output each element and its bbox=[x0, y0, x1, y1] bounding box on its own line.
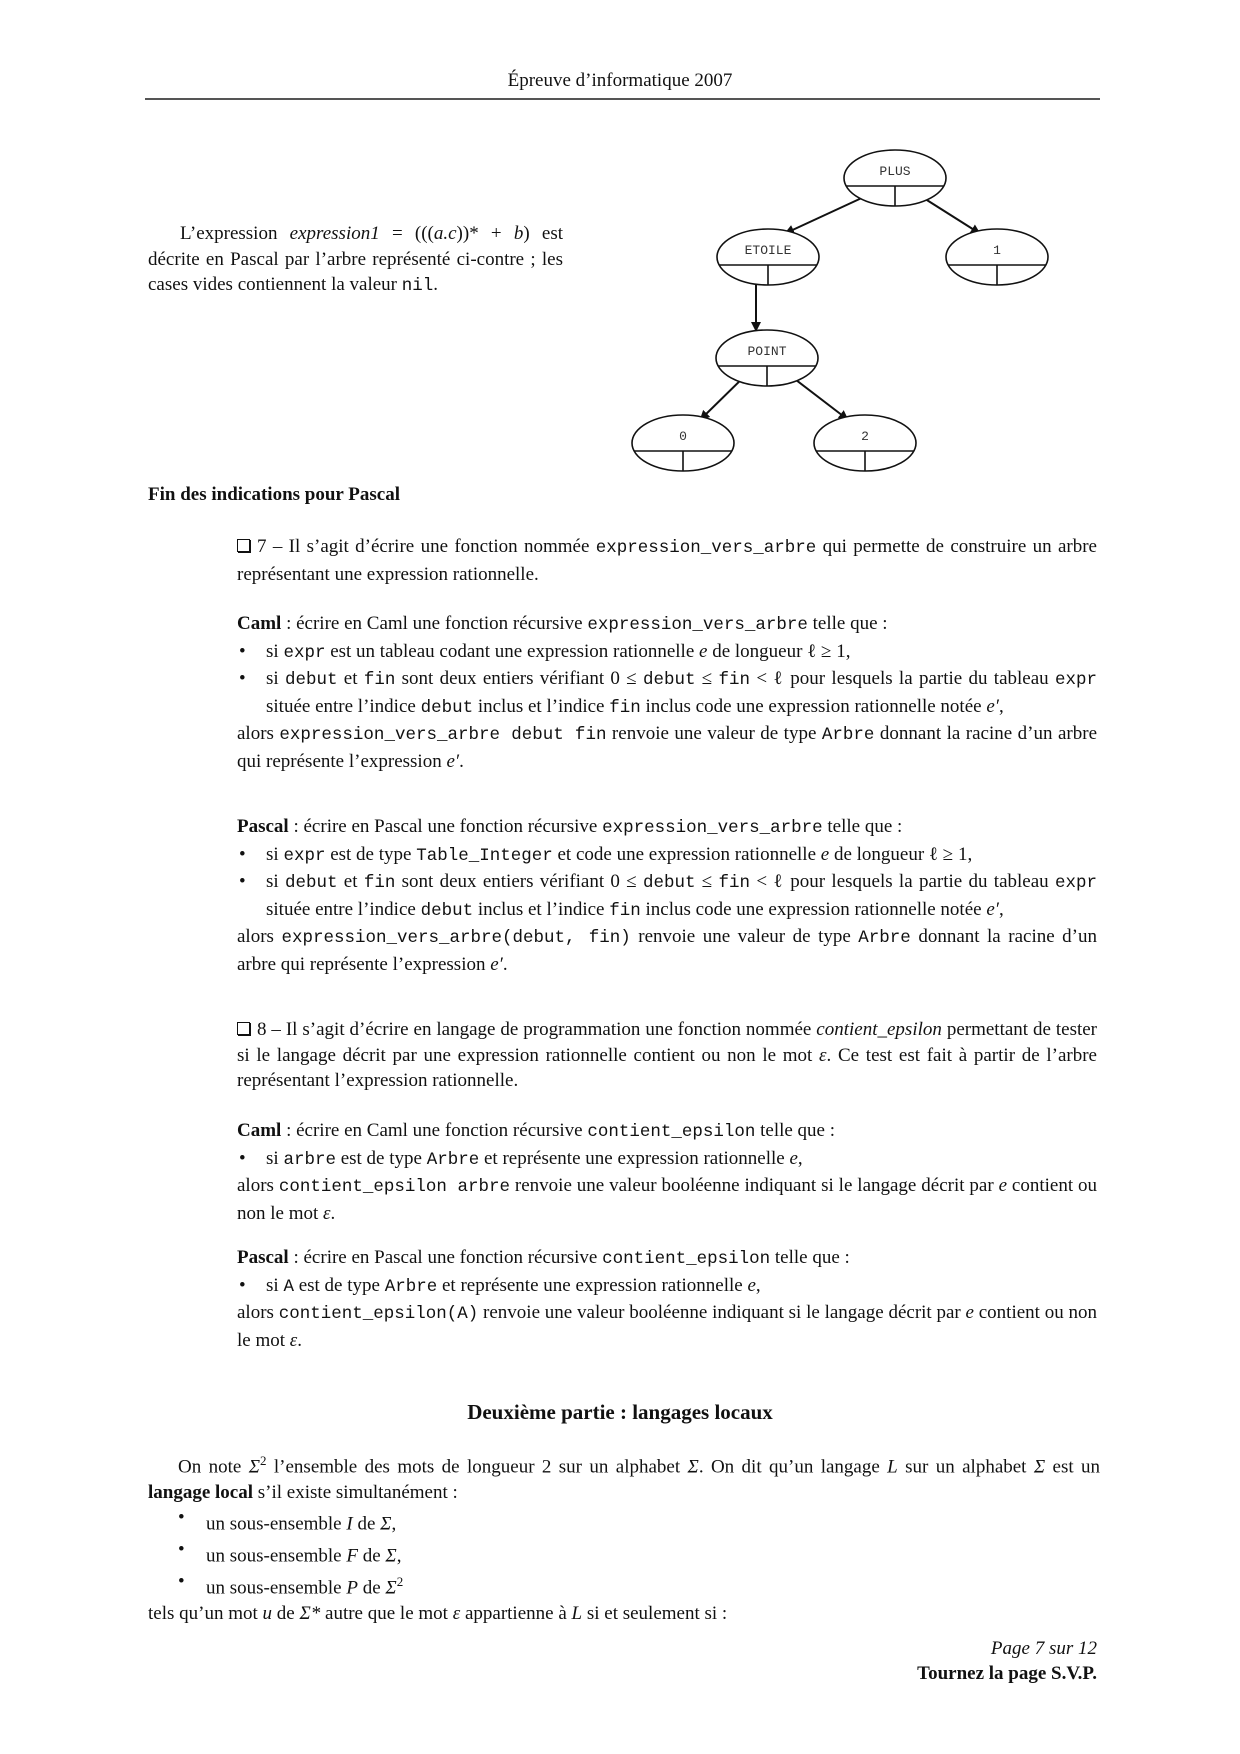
text: ))* + bbox=[456, 223, 514, 244]
text: contient ou non le mot bbox=[237, 1175, 1097, 1224]
code-fn: expression_vers_arbre bbox=[587, 615, 808, 635]
code-fn: expression_vers_arbre bbox=[602, 818, 823, 838]
code: debut bbox=[420, 900, 474, 921]
text: . bbox=[502, 953, 508, 975]
text: de longueur ℓ ≥ 1, bbox=[829, 843, 973, 865]
text: tels qu’un mot bbox=[148, 1602, 263, 1624]
bullet-icon: • bbox=[178, 1507, 185, 1529]
bullet-icon: • bbox=[239, 1147, 246, 1169]
end-of-pascal-notes: Fin des indications pour Pascal bbox=[148, 484, 400, 505]
text: alors bbox=[237, 926, 282, 947]
tree-node-point bbox=[716, 330, 818, 386]
fn-name: contient_epsilon bbox=[816, 1019, 942, 1040]
code-fn: expression_vers_arbre bbox=[595, 538, 817, 558]
checkbox-icon bbox=[237, 539, 250, 552]
expression-name: expression1 bbox=[289, 223, 380, 244]
text: ) est décrite en Pascal par l’arbre représenté ci-contre ; les cases vides contiennent la valeur bbox=[148, 223, 563, 295]
text: telle que : bbox=[822, 816, 903, 837]
text: = ((( bbox=[379, 223, 434, 244]
code: debut bbox=[420, 697, 474, 718]
bullet-icon: • bbox=[239, 843, 246, 865]
code: A bbox=[283, 1276, 294, 1297]
var: e bbox=[789, 1147, 798, 1169]
bullet-icon: • bbox=[239, 668, 246, 689]
text: est de type bbox=[293, 1274, 385, 1296]
code: expr bbox=[1054, 873, 1097, 893]
code: fin bbox=[609, 697, 641, 718]
tree-node-one bbox=[946, 229, 1048, 285]
code-fn: contient_epsilon bbox=[587, 1122, 756, 1142]
turn-page-note: Tournez la page S.V.P. bbox=[917, 1663, 1097, 1684]
text: si bbox=[266, 668, 285, 689]
text: , bbox=[797, 1147, 803, 1169]
text: , bbox=[755, 1274, 761, 1296]
list-item bbox=[148, 1505, 1100, 1537]
q7-caml-section bbox=[237, 611, 1097, 774]
text: de longueur ℓ ≥ 1, bbox=[707, 640, 851, 662]
text: inclus code une expression rationnelle notée bbox=[640, 695, 987, 717]
code: expression_vers_arbre(debut, fin) bbox=[281, 928, 631, 948]
q8-text: 8 – Il s’agit d’écrire en langage de programmation une fonction nommée bbox=[257, 1019, 817, 1040]
text: . bbox=[459, 750, 464, 772]
text: est un bbox=[1045, 1456, 1101, 1478]
q7-text: 7 – Il s’agit d’écrire une fonction nommée bbox=[257, 536, 596, 557]
text: : écrire en Pascal une fonction récursive bbox=[288, 1247, 603, 1268]
list-item bbox=[237, 842, 1097, 870]
code: Arbre bbox=[384, 1276, 438, 1297]
text: < ℓ pour lesquels la partie du tableau bbox=[750, 668, 1055, 689]
lang-label: Caml bbox=[237, 1120, 282, 1141]
bullet-icon: • bbox=[239, 640, 246, 662]
node-label: PLUS bbox=[879, 164, 911, 179]
text: située entre l’indice bbox=[266, 898, 421, 920]
alors-clause bbox=[237, 1173, 1097, 1226]
sigma-star: Σ* bbox=[299, 1602, 321, 1624]
expr-var: b bbox=[513, 223, 524, 244]
expression-tree-diagram bbox=[600, 140, 1120, 490]
list-item bbox=[237, 869, 1097, 924]
sigma: Σ bbox=[380, 1513, 392, 1535]
code: contient_epsilon arbre bbox=[278, 1177, 511, 1197]
text: et représente une expression rationnelle bbox=[479, 1147, 790, 1169]
sigma: Σ bbox=[248, 1456, 260, 1478]
text: sur un alphabet bbox=[897, 1456, 1034, 1478]
var: e′ bbox=[490, 953, 503, 975]
var: e bbox=[998, 1175, 1007, 1196]
var: e bbox=[699, 640, 708, 662]
text: alors bbox=[237, 723, 280, 744]
text: inclus et l’indice bbox=[473, 695, 610, 717]
bullet-icon: • bbox=[178, 1539, 185, 1561]
text: inclus et l’indice bbox=[473, 898, 610, 920]
text: autre que le mot bbox=[320, 1602, 453, 1624]
node-label: ETOILE bbox=[744, 243, 792, 258]
q8-pascal-section bbox=[237, 1245, 1097, 1353]
var: P bbox=[346, 1577, 358, 1599]
text: donnant la racine d’un arbre qui représente l’expression bbox=[237, 723, 1097, 772]
code: fin bbox=[718, 873, 751, 893]
page-header-title: Épreuve d’informatique 2007 bbox=[507, 70, 733, 91]
text: un sous-ensemble bbox=[206, 1513, 347, 1535]
tree-node-zero bbox=[632, 415, 734, 471]
code: Arbre bbox=[426, 1149, 480, 1170]
q8-text: . Ce test est fait à partir de l’arbre représentant l’expression rationnelle. bbox=[237, 1044, 1097, 1091]
tree-node-plus bbox=[844, 150, 946, 206]
code: Table_Integer bbox=[416, 845, 553, 866]
part2-body bbox=[148, 1448, 1100, 1626]
text: si bbox=[266, 640, 284, 662]
lang-label: Pascal bbox=[237, 1247, 289, 1268]
bullet-icon: • bbox=[239, 1274, 246, 1296]
text: . bbox=[433, 274, 439, 295]
text: contient ou non le mot bbox=[237, 1302, 1098, 1351]
text: de bbox=[272, 1602, 300, 1624]
text: ≤ bbox=[695, 668, 719, 689]
var: e bbox=[965, 1302, 974, 1323]
var: e′ bbox=[446, 750, 460, 772]
text: est un tableau codant une expression rationnelle bbox=[325, 640, 699, 662]
text: L’expression bbox=[180, 223, 290, 244]
epsilon: ε bbox=[289, 1329, 298, 1351]
text: de bbox=[357, 1545, 386, 1567]
text: telle que : bbox=[755, 1120, 836, 1141]
text: si bbox=[266, 843, 284, 865]
text: : écrire en Caml une fonction récursive bbox=[281, 1120, 588, 1141]
code: fin bbox=[363, 873, 396, 893]
text: sont deux entiers vérifiant 0 ≤ bbox=[395, 668, 643, 689]
text: renvoie une valeur de type bbox=[606, 723, 822, 744]
text: si et seulement si : bbox=[582, 1602, 728, 1624]
page-number: Page 7 sur 12 bbox=[990, 1638, 1097, 1659]
var: u bbox=[262, 1602, 273, 1624]
text: appartienne à bbox=[460, 1602, 572, 1624]
code: debut bbox=[284, 873, 338, 893]
text: , bbox=[396, 1545, 402, 1567]
sigma: Σ bbox=[385, 1545, 397, 1567]
text: . bbox=[330, 1202, 336, 1224]
text: . bbox=[297, 1329, 303, 1351]
var: e bbox=[820, 843, 830, 865]
q8-text: permettant de tester si le langage décrit par une expression rationnelle contient ou non le mot bbox=[237, 1019, 1097, 1066]
sigma: Σ bbox=[1033, 1456, 1046, 1478]
text: et bbox=[337, 871, 364, 892]
code: arbre bbox=[283, 1149, 336, 1170]
bullet-icon: • bbox=[178, 1570, 185, 1592]
text: , bbox=[391, 1513, 397, 1535]
text: si bbox=[266, 1274, 284, 1296]
node-label: 1 bbox=[993, 243, 1001, 258]
code: Arbre bbox=[858, 928, 911, 948]
var: L bbox=[571, 1602, 583, 1624]
text: et représente une expression rationnelle bbox=[437, 1274, 748, 1296]
text: sont deux entiers vérifiant 0 ≤ bbox=[395, 871, 643, 892]
section-heading: Deuxième partie : langages locaux bbox=[467, 1400, 773, 1424]
code: fin bbox=[609, 900, 641, 921]
expr-var: a.c bbox=[433, 223, 457, 244]
var: e′ bbox=[986, 695, 999, 717]
text: renvoie une valeur booléenne indiquant si le langage décrit par bbox=[478, 1302, 966, 1323]
epsilon: ε bbox=[819, 1044, 827, 1066]
code: expr bbox=[283, 642, 326, 663]
text: inclus code une expression rationnelle notée bbox=[640, 898, 987, 920]
text: située entre l’indice bbox=[266, 695, 421, 717]
text: , bbox=[998, 695, 1004, 717]
tree-node-two bbox=[814, 415, 916, 471]
text: , bbox=[998, 898, 1004, 920]
text: alors bbox=[237, 1302, 279, 1323]
text: alors bbox=[237, 1175, 279, 1196]
code: expr bbox=[1054, 670, 1097, 690]
code: contient_epsilon(A) bbox=[278, 1304, 479, 1324]
superscript: 2 bbox=[396, 1573, 404, 1589]
node-label: 2 bbox=[861, 429, 869, 444]
text: l’ensemble des mots de longueur 2 sur un alphabet bbox=[266, 1456, 688, 1478]
text: ≤ bbox=[695, 871, 719, 892]
header-divider bbox=[145, 98, 1100, 100]
alors-clause bbox=[237, 1300, 1097, 1353]
list-item bbox=[237, 666, 1097, 721]
list-item bbox=[237, 1146, 1097, 1174]
q7-pascal-section bbox=[237, 814, 1097, 977]
code: debut bbox=[642, 670, 696, 690]
term-local-language: langage local bbox=[148, 1481, 254, 1503]
text: telle que : bbox=[770, 1247, 850, 1268]
code-fn: contient_epsilon bbox=[602, 1249, 771, 1269]
code: expr bbox=[283, 845, 326, 866]
list-item bbox=[148, 1537, 1100, 1569]
text: un sous-ensemble bbox=[206, 1577, 347, 1599]
text: de bbox=[352, 1513, 381, 1535]
text: On note bbox=[178, 1456, 249, 1478]
text: . On dit qu’un langage bbox=[698, 1456, 888, 1478]
node-label: 0 bbox=[679, 429, 687, 444]
epsilon: ε bbox=[323, 1202, 331, 1224]
var: e bbox=[747, 1274, 756, 1296]
text: si bbox=[266, 871, 285, 892]
var: L bbox=[887, 1456, 898, 1478]
subset-list bbox=[148, 1505, 1100, 1600]
text: est de type bbox=[325, 843, 417, 865]
text: de bbox=[357, 1577, 386, 1599]
list-item bbox=[148, 1569, 1100, 1601]
var: I bbox=[346, 1513, 353, 1535]
lang-label: Caml bbox=[237, 613, 282, 634]
code: fin bbox=[363, 670, 396, 690]
text: renvoie une valeur booléenne indiquant si le langage décrit par bbox=[510, 1175, 999, 1196]
question-7 bbox=[237, 534, 1097, 587]
text: < ℓ pour lesquels la partie du tableau bbox=[750, 871, 1055, 892]
text: telle que : bbox=[807, 613, 888, 634]
epsilon: ε bbox=[452, 1602, 461, 1624]
superscript: 2 bbox=[260, 1453, 267, 1468]
alors-clause bbox=[237, 924, 1097, 977]
var: F bbox=[346, 1545, 358, 1567]
alors-clause bbox=[237, 721, 1097, 774]
text: est de type bbox=[335, 1147, 427, 1169]
question-8 bbox=[237, 1017, 1097, 1094]
list-item bbox=[237, 639, 1097, 667]
text: et code une expression rationnelle bbox=[552, 843, 821, 865]
list-item bbox=[237, 1273, 1097, 1301]
text: renvoie une valeur de type bbox=[630, 926, 859, 947]
code-nil: nil bbox=[401, 276, 434, 296]
text: et bbox=[337, 668, 364, 689]
code: debut bbox=[284, 670, 338, 690]
text: s’il existe simultanément : bbox=[253, 1481, 458, 1503]
code: Arbre bbox=[821, 725, 875, 745]
text: : écrire en Caml une fonction récursive bbox=[281, 613, 588, 634]
code: expression_vers_arbre debut fin bbox=[279, 725, 607, 745]
sigma: Σ bbox=[385, 1577, 397, 1599]
code: fin bbox=[718, 670, 751, 690]
tree-node-etoile bbox=[717, 229, 819, 285]
text: un sous-ensemble bbox=[206, 1545, 347, 1567]
sigma: Σ bbox=[687, 1456, 699, 1478]
bullet-icon: • bbox=[239, 871, 246, 892]
var: e′ bbox=[986, 898, 999, 920]
intro-paragraph bbox=[148, 221, 563, 300]
text: si bbox=[266, 1147, 284, 1169]
q7-text: qui permette de construire un arbre représentant une expression rationnelle. bbox=[237, 536, 1097, 585]
q8-caml-section bbox=[237, 1118, 1097, 1226]
text: : écrire en Pascal une fonction récursive bbox=[288, 816, 603, 837]
checkbox-icon bbox=[237, 1022, 250, 1035]
code: debut bbox=[642, 873, 696, 893]
text: donnant la racine d’un arbre qui représente l’expression bbox=[237, 926, 1097, 975]
node-label: POINT bbox=[747, 344, 787, 359]
lang-label: Pascal bbox=[237, 816, 289, 837]
